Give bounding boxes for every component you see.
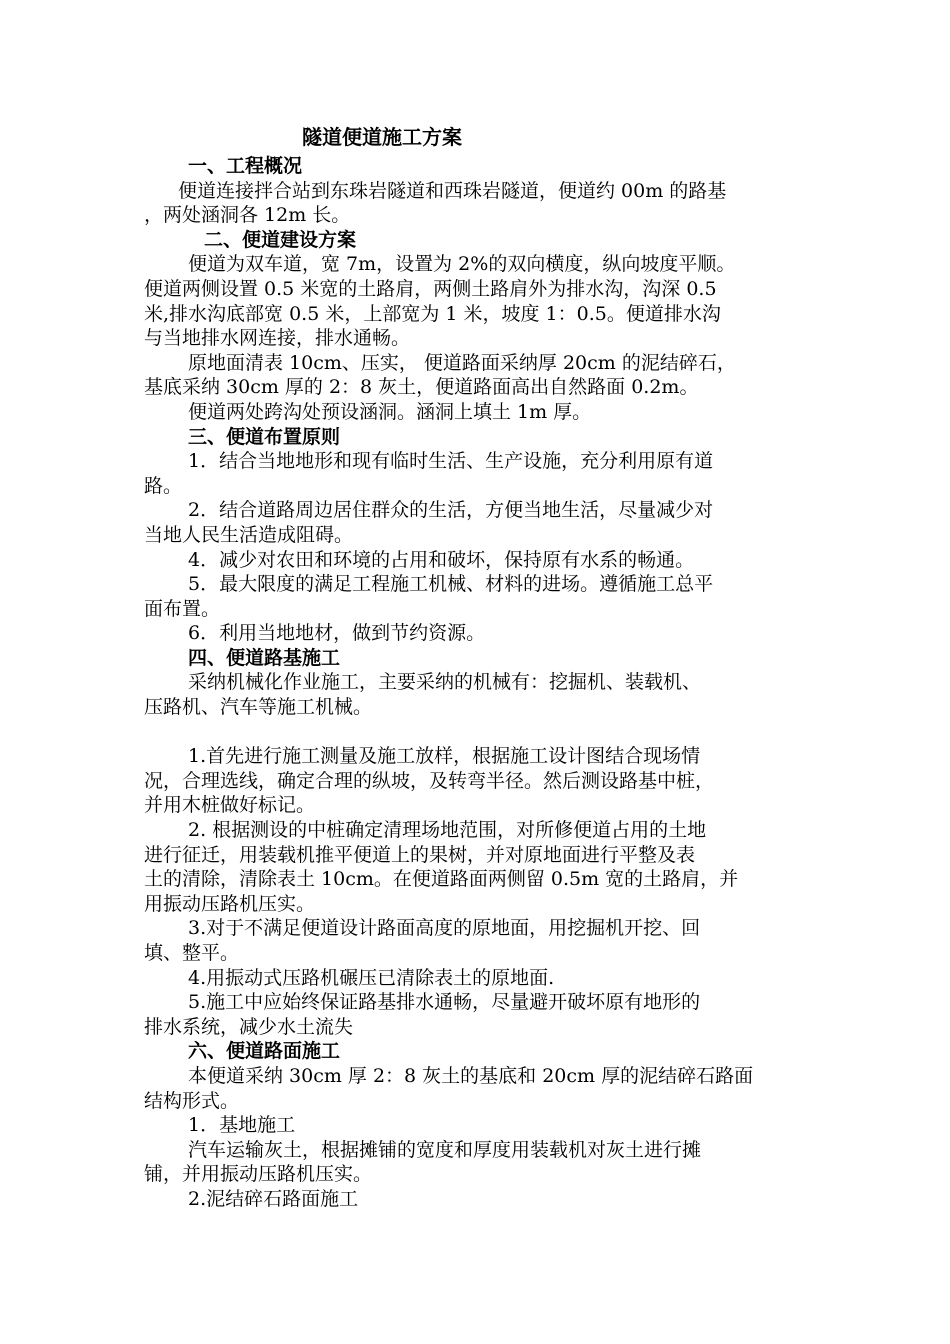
blank-line xyxy=(144,720,808,745)
paragraph-line: 便道两侧设置 0.5 米宽的土路肩，两侧土路肩外为排水沟，沟深 0.5 xyxy=(144,277,717,300)
paragraph-line: 采纳机械化作业施工，主要采纳的机械有：挖掘机、装载机、 xyxy=(188,671,702,694)
list-item-continuation: 并用木桩做好标记。 xyxy=(144,794,316,817)
list-item: 6．利用当地地材，做到节约资源。 xyxy=(188,622,486,645)
paragraph-line: 便道连接拌合站到东珠岩隧道和西珠岩隧道，便道约 00m 的路基 xyxy=(178,179,727,202)
list-item: 1．结合当地地形和现有临时生活、生产设施，充分利用原有道 xyxy=(188,450,714,473)
list-item-continuation: 填、整平。 xyxy=(144,942,240,964)
list-item-continuation: 排水系统，减少水土流失 xyxy=(144,1015,354,1038)
paragraph-line: 原地面清表 10cm、压实， 便道路面采纳厚 20cm 的泥结碎石， xyxy=(188,351,736,374)
paragraph-line: 便道两处跨沟处预设涵洞。涵洞上填土 1m 厚。 xyxy=(188,400,592,423)
heading-construction-plan: 二、便道建设方案 xyxy=(204,228,357,251)
paragraph-line: 铺，并用振动压路机压实。 xyxy=(144,1163,373,1186)
list-item: 5.施工中应始终保证路基排水通畅，尽量避开破坏原有地形的 xyxy=(188,991,701,1014)
list-item-continuation: 路。 xyxy=(144,474,183,497)
heading-layout-principles: 三、便道布置原则 xyxy=(188,425,341,448)
document-body xyxy=(144,120,808,1212)
list-item: 4.用振动式压路机碾压已清除表土的原地面. xyxy=(188,966,555,989)
paragraph-line: 米,排水沟底部宽 0.5 米，上部宽为 1 米，坡度 1：0.5。便道排水沟 xyxy=(144,302,721,325)
list-item-continuation: 进行征迁，用装载机推平便道上的果树，并对原地面进行平整及表 xyxy=(144,843,696,866)
paragraph-line: 基底采纳 30cm 厚的 2：8 灰土，便道路面高出自然路面 0.2m。 xyxy=(144,376,699,399)
list-item-continuation: 面布置。 xyxy=(144,597,221,620)
heading-subgrade: 四、便道路基施工 xyxy=(188,646,341,669)
heading-pavement: 六、便道路面施工 xyxy=(188,1040,341,1063)
paragraph-line: 本便道采纳 30cm 厚 2：8 灰土的基底和 20cm 厚的泥结碎石路面 xyxy=(188,1064,754,1087)
list-item-continuation: 当地人民生活造成阻碍。 xyxy=(144,523,354,546)
list-item: 2. 根据测设的中桩确定清理场地范围，对所修便道占用的土地 xyxy=(188,819,707,842)
list-item: 5．最大限度的满足工程施工机械、材料的进场。遵循施工总平 xyxy=(188,573,714,596)
list-item: 3.对于不满足便道设计路面高度的原地面，用挖掘机开挖、回 xyxy=(188,917,701,940)
paragraph-line: 结构形式。 xyxy=(144,1089,240,1112)
list-item-continuation: 用振动压路机压实。 xyxy=(144,892,316,915)
list-item-continuation: 况，合理选线，确定合理的纵坡，及转弯半径。然后测设路基中桩， xyxy=(144,769,715,792)
list-item: 4．减少对农田和环境的占用和破坏，保持原有水系的畅通。 xyxy=(188,548,695,571)
list-item: 1.首先进行施工测量及施工放样，根据施工设计图结合现场情 xyxy=(188,745,701,768)
document-title: 隧道便道施工方案 xyxy=(302,125,462,149)
paragraph-line: 便道为双车道，宽 7m，设置为 2%的双向横度，纵向坡度平顺。 xyxy=(188,253,736,276)
paragraph-line: ，两处涵洞各 12m 长。 xyxy=(144,204,351,227)
heading-overview: 一、工程概况 xyxy=(188,155,303,177)
paragraph-line: 汽车运输灰土，根据摊铺的宽度和厚度用装载机对灰土进行摊 xyxy=(188,1138,702,1161)
list-item-continuation: 土的清除，清除表土 10cm。在便道路面两侧留 0.5m 宽的土路肩，并 xyxy=(144,868,739,891)
paragraph-line: 压路机、汽车等施工机械。 xyxy=(144,696,373,719)
list-item: 1．基地施工 xyxy=(188,1114,296,1137)
paragraph-line: 与当地排水网连接，排水通畅。 xyxy=(144,327,411,350)
list-item: 2.泥结碎石路面施工 xyxy=(188,1187,359,1210)
list-item: 2．结合道路周边居住群众的生活，方便当地生活，尽量减少对 xyxy=(188,499,714,522)
